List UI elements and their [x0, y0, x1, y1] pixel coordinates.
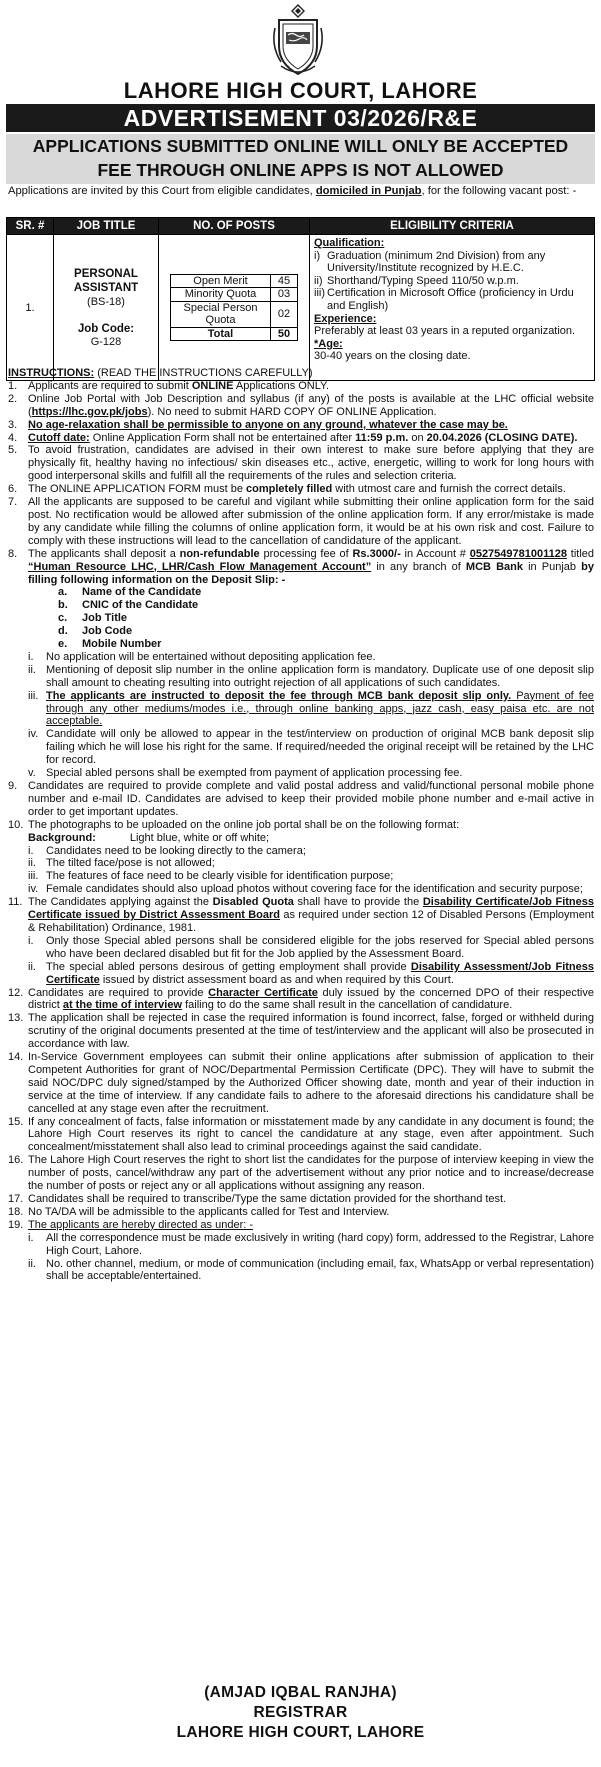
qualification-item — [314, 250, 590, 275]
item-number: 15. — [8, 1115, 24, 1128]
slip-item — [8, 638, 594, 651]
sub-item — [8, 1258, 594, 1284]
instruction-item — [8, 1012, 594, 1051]
intro-paragraph — [8, 185, 593, 199]
text-part: Applications ONLY. — [233, 379, 330, 392]
sub-number: iii. — [28, 689, 39, 702]
slip-text: CNIC of the Candidate — [82, 599, 199, 612]
sub-number: ii. — [28, 857, 36, 870]
background-line — [8, 832, 594, 845]
sub-text: Mentioning of deposit slip number in the online application form is mandatory. Duplicate use of one deposit slip shall amount to cheating resulting into outright rejection of all applications of such candidates. — [46, 663, 594, 689]
slip-item — [8, 586, 594, 599]
item-marker: i) — [314, 249, 321, 262]
instruction-item — [8, 780, 594, 819]
advertisement-number: ADVERTISEMENT 03/2026/R&E — [6, 104, 595, 132]
header-posts: NO. OF POSTS — [159, 218, 310, 235]
item-text: The photographs to be uploaded on the online job portal shall be on the following format: — [28, 818, 460, 831]
item-number: 17. — [8, 1193, 24, 1205]
sub-text — [46, 690, 594, 729]
instruction-item — [8, 987, 594, 1013]
sub-text: Candidate will only be allowed to appear in the test/interview on production of original MCB bank deposit slip failing which he will lose his right for the same. If required/needed the original receipt will be retained by the LHC for record. — [46, 728, 594, 767]
header-eligibility: ELIGIBILITY CRITERIA — [310, 218, 595, 235]
item-number: 18. — [8, 1205, 24, 1218]
instruction-item — [8, 1116, 594, 1155]
instruction-item — [8, 496, 594, 548]
item-number: 5. — [8, 444, 18, 457]
online-notice — [6, 134, 595, 184]
item-number: 16. — [8, 1154, 24, 1167]
table-row — [7, 235, 595, 381]
qualification-item — [314, 275, 590, 288]
sub-item — [8, 1232, 594, 1258]
quota-value: 45 — [271, 274, 298, 288]
sub-number: i. — [28, 934, 34, 947]
item-text: The applicants are hereby directed as under: - — [28, 1218, 254, 1231]
sub-text: The features of face need to be clearly visible for identification purpose; — [46, 870, 394, 883]
vacancy-table — [6, 217, 595, 381]
item-number: 12. — [8, 986, 24, 999]
sub-item — [8, 883, 594, 896]
item-text — [28, 393, 594, 419]
slip-item — [8, 612, 594, 625]
text-part: Online Job Portal with Job Description and syllabus (if any) of the posts is available at the LHC official website ( — [28, 392, 594, 418]
job-scale: (BS-18) — [87, 295, 125, 308]
text-bold: Disabled Quota — [212, 896, 294, 909]
text-bold: MCB Bank — [465, 560, 523, 573]
instruction-item — [8, 819, 594, 832]
table-header-row — [7, 218, 595, 235]
age-text: 30-40 years on the closing date. — [314, 350, 471, 363]
sub-number: v. — [28, 767, 36, 780]
text-part: titled — [566, 547, 594, 560]
text-part: as required under section 12 of Disabled Persons (Employment & Rehabilitation) Ordinance, 1981. — [28, 909, 594, 934]
item-text — [28, 380, 594, 393]
sub-item — [8, 728, 594, 767]
qualification-heading: Qualification: — [314, 237, 385, 249]
sub-number: i. — [28, 1231, 34, 1244]
item-number: 6. — [8, 483, 18, 496]
job-cell — [54, 235, 159, 381]
registrar-designation: REGISTRAR — [253, 1704, 348, 1721]
account-number: 0527549781001128 — [469, 547, 567, 560]
text-bold: Disability Certificate/Job Fitness Certificate issued by District Assessment Board — [28, 896, 594, 922]
instruction-item — [8, 1193, 594, 1206]
text-part: The Candidates applying against the — [28, 896, 213, 909]
text-bold: completely filled — [246, 483, 333, 496]
experience-heading: Experience: — [314, 312, 377, 325]
item-number: 4. — [8, 431, 18, 444]
quota-row — [171, 301, 298, 327]
sub-item — [8, 767, 594, 780]
sub-number: ii. — [28, 960, 36, 973]
instruction-item — [8, 444, 594, 483]
instructions-note: (READ THE INSTRUCTIONS CAREFULLY) — [94, 367, 313, 379]
registrar-court: LAHORE HIGH COURT, LAHORE — [176, 1724, 425, 1741]
item-marker: iii) — [314, 287, 325, 300]
job-code: G-128 — [90, 335, 122, 348]
instruction-item — [8, 1154, 594, 1193]
sub-text: Only those Special abled persons shall be considered eligible for the jobs reserved for Special abled persons who have been declared disabled but fit for the Job applied by the Assessment Board. — [46, 934, 594, 960]
item-number: 11. — [8, 896, 23, 909]
item-text: To avoid frustration, candidates are advised in their own interest to make sure before applying that they are physically fit, healthy having no infectious/ skin diseases etc., active, energetic, willing to work for long hours with good interpersonal skills and fulfill all the requirements of the rules and selection criteria. — [28, 444, 594, 483]
sub-item — [8, 845, 594, 858]
sub-number: i. — [28, 844, 34, 857]
sub-item — [8, 664, 594, 690]
item-text — [28, 483, 594, 496]
text-part: in Punjab — [522, 560, 582, 573]
header-job-title: JOB TITLE — [54, 218, 159, 235]
quota-row — [171, 274, 298, 288]
instructions-title: INSTRUCTIONS: — [8, 367, 95, 379]
instruction-item — [8, 432, 594, 445]
text-part: issued by district assessment board as and when required by this Court. — [99, 973, 454, 986]
lahore-high-court-emblem-icon — [267, 2, 329, 78]
sub-number: i. — [28, 650, 34, 663]
item-text — [28, 896, 594, 935]
text-part: with utmost care and furnish the correct details. — [332, 483, 566, 496]
item-number: 3. — [8, 418, 18, 431]
job-title-line-1: PERSONAL — [74, 267, 138, 280]
notice-line-2: FEE THROUGH ONLINE APPS IS NOT ALLOWED — [97, 160, 504, 180]
item-text: The Lahore High Court reserves the right to short list the candidates for the purpose of interview keeping in view the number of posts, cancel/withdraw any part of the advertisement without any prior notice and to increase/decrease the number of posts or reject any or all applications without assigning any reason. — [28, 1154, 594, 1193]
instruction-item — [8, 419, 594, 432]
sub-item — [8, 961, 594, 987]
sub-item — [8, 857, 594, 870]
item-text: No TA/DA will be admissible to the applicants called for Test and Interview. — [28, 1205, 390, 1218]
item-text: Shorthand/Typing Speed 110/50 w.p.m. — [327, 274, 519, 287]
instructions-heading — [8, 367, 594, 380]
quota-label: Minority Quota — [171, 288, 271, 302]
instruction-item — [8, 380, 594, 393]
sub-text: The tilted face/pose is not allowed; — [46, 857, 215, 870]
text-part: in Account # — [400, 547, 470, 560]
age-heading: *Age: — [314, 337, 343, 350]
text-part: Candidates are required to provide — [28, 986, 209, 999]
slip-item — [8, 625, 594, 638]
background-label: Background: — [28, 831, 96, 844]
quota-row — [171, 288, 298, 302]
sub-number: iii. — [28, 870, 39, 883]
sub-text: Special abled persons shall be exempted from payment of application processing fee. — [46, 767, 463, 780]
item-text: Graduation (minimum 2nd Division) from any University/Institute recognized by H.E.C. — [327, 249, 546, 275]
text-part: in any branch of — [371, 560, 466, 573]
slip-letter: e. — [58, 638, 68, 651]
text-part: shall have to provide the — [293, 896, 423, 909]
text-bold: ONLINE — [191, 379, 234, 392]
item-text: The application shall be rejected in case the required information is found incorrect, false, forged or withheld during scrutiny of the original documents presented at the time of test/interview and the applicant will also be prosecuted in accordance with law. — [28, 1012, 594, 1051]
item-text — [28, 432, 594, 445]
sub-number: ii. — [28, 1257, 36, 1270]
job-code-label: Job Code: — [77, 322, 135, 335]
text-part: duly issued by the concerned DPO of their respective district — [28, 986, 594, 1012]
item-text: All the applicants are supposed to be careful and vigilant while submitting their online application form for the said post. No rectification would be allowed after submission of the online application form. If any error/mistake is made by any candidate while filling the columns of online application form, it would be at his own risk and cost. Failure to comply with these instructions will lead to the cancellation of candidature of the applicant. — [28, 496, 594, 547]
text-part: failing to do the same shall result in the cancellation of candidature. — [182, 999, 513, 1012]
item-text: Candidates are required to provide complete and valid postal address and valid/functional personal mobile phone number and e-mail ID. Candidates are advised to keep their provided mobile phone number and e-mail active in order to get important updates. — [28, 780, 594, 818]
text-bold: non-refundable — [179, 547, 260, 560]
text-part: Applicants are required to submit — [28, 379, 192, 392]
item-number: 2. — [8, 392, 18, 405]
item-text: In-Service Government employees can submit their online applications after submission of application to their Competent Authorities for grant of NOC/Departmental Permission Certificate (DPC). They will have to submit the said NOC/DPC duly signed/stamped by the Authorized Officer showing date, month and year of their induction in service at the time of interview. If any candidate fails to adhere to the aforesaid directions his candidature shall be cancelled at any stage even after the recruitment. — [28, 1051, 594, 1115]
text-bold: Character Certificate — [208, 986, 318, 999]
instructions — [8, 367, 594, 1283]
item-text: Certification in Microsoft Office (proficiency in Urdu and English) — [327, 287, 574, 312]
text-bold: 11:59 p.m. — [355, 431, 409, 444]
signature-block — [0, 1683, 601, 1743]
instruction-item — [8, 1051, 594, 1116]
intro-text: Applications are invited by this Court from eligible candidates, — [8, 185, 316, 197]
jobs-website-link[interactable]: https://lhc.gov.pk/jobs — [31, 405, 148, 418]
text-part: The ONLINE APPLICATION FORM must be — [28, 483, 247, 496]
slip-text: Mobile Number — [82, 638, 162, 651]
text-bold: Cutoff date: — [28, 431, 90, 444]
text-bold: Rs.3000/- — [352, 547, 401, 560]
text-part: Payment of fee through any other mediums/modes i.e., through online banking apps, jazz cash, easy paisa etc. are not acceptable. — [46, 689, 594, 728]
slip-text: Job Title — [82, 612, 128, 625]
instruction-item — [8, 1206, 594, 1219]
text-part: ). No need to submit HARD COPY OF ONLINE Application. — [147, 405, 437, 418]
slip-item — [8, 599, 594, 612]
posts-cell — [159, 235, 310, 381]
experience-text: Preferably at least 03 years in a reputed organization. — [314, 325, 576, 338]
text-bold: at the time of interview — [62, 999, 183, 1012]
intro-text-end: , for the following vacant post: - — [421, 185, 577, 197]
quota-total-row — [171, 327, 298, 341]
item-text — [28, 987, 594, 1013]
notice-line-1: APPLICATIONS SUBMITTED ONLINE WILL ONLY BE ACCEPTED — [32, 136, 569, 156]
text-part: on — [408, 431, 427, 444]
eligibility-cell — [310, 235, 595, 381]
quota-label: Open Merit — [171, 274, 271, 288]
text-bold: by filling following information on the Deposit Slip: - — [28, 560, 594, 586]
slip-letter: b. — [58, 599, 68, 612]
total-value: 50 — [271, 327, 298, 341]
item-number: 7. — [8, 496, 18, 509]
slip-letter: d. — [58, 625, 68, 638]
slip-text: Name of the Candidate — [82, 586, 202, 599]
item-number: 1. — [8, 379, 18, 392]
sub-text: No. other channel, medium, or mode of communication (including email, fax, WhatsApp or verbal representation) shall be acceptable/entertained. — [46, 1257, 594, 1283]
sub-item — [8, 935, 594, 961]
slip-text: Job Code — [82, 625, 133, 638]
item-number: 14. — [8, 1051, 24, 1064]
text-part: Online Application Form shall not be entertained after — [89, 431, 356, 444]
sub-item — [8, 651, 594, 664]
sub-number: ii. — [28, 663, 36, 676]
instruction-item — [8, 1219, 594, 1232]
quota-value: 03 — [271, 288, 298, 302]
text-bold: The applicants are instructed to deposit the fee through MCB bank deposit slip only. — [46, 689, 512, 702]
instruction-item — [8, 548, 594, 587]
item-marker: ii) — [314, 274, 323, 287]
sub-text: All the correspondence must be made exclusively in writing (hard copy) form, addressed to the Registrar, Lahore High Court, Lahore. — [46, 1231, 594, 1257]
item-number: 19. — [8, 1218, 24, 1231]
text-part: The special abled persons desirous of getting employment shall provide — [46, 960, 411, 973]
total-label: Total — [171, 327, 271, 341]
quota-table — [170, 274, 298, 342]
item-number: 13. — [8, 1012, 24, 1025]
item-text: If any concealment of facts, false information or misstatement made by any candidate in any document is found; the Lahore High Court reserves its right to cancel the candidature at any stage, even after appointment. Such concealment/misstatement shall also lead to criminal proceedings against the said candidate. — [28, 1115, 594, 1154]
sub-item — [8, 690, 594, 729]
item-text: Candidates shall be required to transcribe/Type the same dictation provided for the shorthand test. — [28, 1193, 507, 1205]
text-part: The applicants shall deposit a — [28, 547, 180, 560]
header-sr: SR. # — [7, 218, 54, 235]
item-number: 10. — [8, 818, 24, 831]
background-text: Light blue, white or off white; — [129, 831, 270, 844]
instruction-item — [8, 483, 594, 496]
sub-number: iv. — [28, 883, 39, 896]
quota-label: Special Person Quota — [171, 301, 271, 327]
item-text — [28, 548, 594, 587]
slip-letter: c. — [58, 612, 68, 625]
slip-letter: a. — [58, 586, 68, 599]
sub-text: Female candidates should also upload photos without covering face for the identification and security purpose; — [46, 883, 583, 896]
account-title: “Human Resource LHC, LHR/Cash Flow Management Account” — [28, 560, 372, 573]
registrar-name: (AMJAD IQBAL RANJHA) — [204, 1684, 397, 1701]
quota-value: 02 — [271, 301, 298, 327]
job-title-line-2: ASSISTANT — [73, 281, 139, 294]
sub-text — [46, 961, 594, 987]
item-text: No age-relaxation shall be permissible to anyone on any ground, whatever the case may be. — [28, 418, 508, 431]
closing-date: 20.04.2026 (CLOSING DATE). — [426, 431, 578, 444]
sr-number: 1. — [7, 235, 54, 381]
text-bold: Disability Assessment/Job Fitness Certificate — [46, 960, 595, 986]
sub-item — [8, 870, 594, 883]
instruction-item — [8, 393, 594, 419]
item-number: 8. — [8, 547, 18, 560]
sub-text: No application will be entertained without depositing application fee. — [46, 650, 376, 663]
qualification-item — [314, 287, 590, 312]
court-title: LAHORE HIGH COURT, LAHORE — [123, 78, 478, 103]
instruction-item — [8, 896, 594, 935]
sub-text: Candidates need to be looking directly to the camera; — [46, 844, 306, 857]
text-part: processing fee of — [259, 547, 353, 560]
sub-number: iv. — [28, 728, 39, 741]
item-number: 9. — [8, 780, 18, 792]
domicile-text: domiciled in Punjab — [315, 185, 422, 197]
